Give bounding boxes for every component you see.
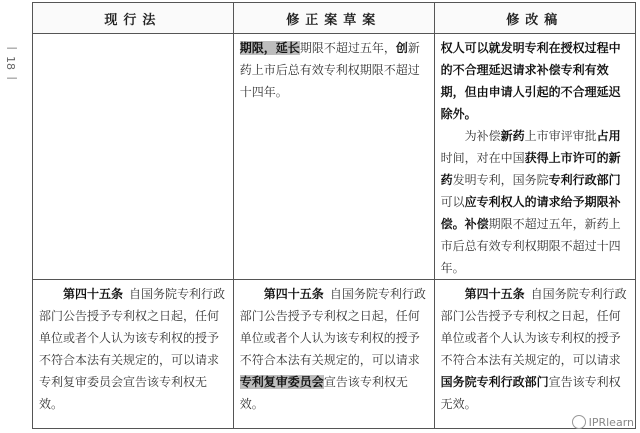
page-number: — 18 — [4, 41, 18, 84]
comparison-table [32, 2, 636, 429]
watermark-text: IPRlearn [588, 415, 634, 429]
highlighted-term: 期限，延长 [239, 41, 300, 55]
wechat-icon [572, 415, 586, 429]
table-row [33, 280, 636, 429]
header-row [33, 3, 636, 34]
article-number: 第四十五条 [263, 287, 324, 301]
row2-revised-cell: 第四十五条 自国务院专利行政部门公告授予专利权之日起，任何单位或者个人认为该专利权的授予不符合本法有关规定的，可以请求国务院专利行政部门宣告该专利权无效。 [434, 280, 635, 429]
row1-draft-cell: 期限，延长期限不超过五年，创新药上市后总有效专利权期限不超过十四年。 [233, 34, 434, 280]
article-number: 第四十五条 [464, 287, 525, 301]
row2-draft-cell: 第四十五条 自国务院专利行政部门公告授予专利权之日起，任何单位或者个人认为该专利权的授予不符合本法有关规定的，可以请求专利复审委员会宣告该专利权无效。 [233, 280, 434, 429]
watermark [572, 415, 634, 429]
revised-paragraph-2: 为补偿新药上市审评审批占用时间，对在中国获得上市许可的新药发明专利，国务院专利行政部门可以应专利权人的请求给予期限补偿。补偿期限不超过五年，新药上市后总有效专利权期限不超过十四年。 [440, 129, 621, 275]
row2-current-law-cell: 第四十五条 自国务院专利行政部门公告授予专利权之日起，任何单位或者个人认为该专利权的授予不符合本法有关规定的，可以请求专利复审委员会宣告该专利权无效。 [33, 280, 234, 429]
row1-revised-cell [434, 34, 635, 280]
header-revised-draft: 修改稿 [434, 3, 635, 34]
highlighted-term: 专利复审委员会 [239, 375, 324, 389]
header-draft-amendment: 修正案草案 [233, 3, 434, 34]
revised-paragraph-1: 权人可以就发明专利在授权过程中的不合理延迟请求补偿专利有效期，但由申请人引起的不合理延迟除外。 [440, 41, 621, 121]
page-number-digits: 18 [4, 56, 17, 70]
table-row [33, 34, 636, 280]
row1-current-law-cell [33, 34, 234, 280]
article-number: 第四十五条 [63, 287, 124, 301]
header-current-law: 现行法 [33, 3, 234, 34]
